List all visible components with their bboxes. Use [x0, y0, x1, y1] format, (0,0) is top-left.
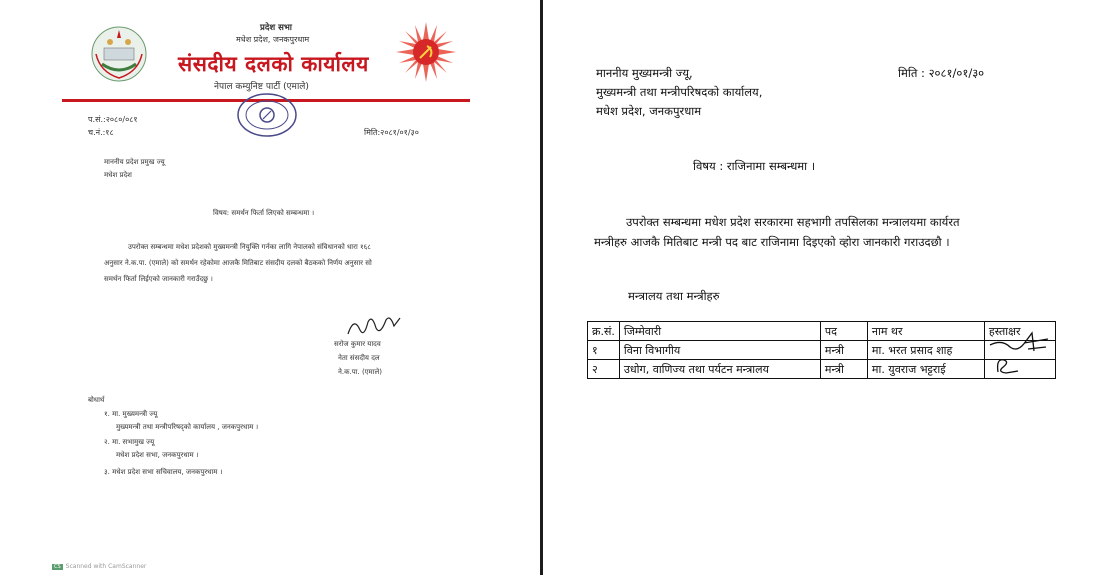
table-cell: मा. भरत प्रसाद शाह	[867, 341, 984, 360]
cc-item: २. मा. सभामुख ज्यू	[104, 438, 155, 446]
signatory-party: ने.क.पा. (एमाले)	[338, 368, 383, 376]
table-row	[588, 360, 1056, 379]
column-header: हस्ताक्षर	[984, 322, 1055, 341]
letterhead-address: मधेश प्रदेश, जनकपुरधाम	[236, 35, 310, 44]
letter-date: मिति:२०८१/०१/३०	[364, 128, 419, 137]
table-title: मन्त्रालय तथा मन्त्रीहरु	[628, 289, 720, 303]
party-sun-logo-icon	[396, 22, 456, 82]
column-header: जिम्मेवारी	[619, 322, 820, 341]
body-line: अनुसार ने.क.पा. (एमाले) को समर्थन रहेकोमा आजकै मितिबाट संसदीय दलको बैठकको निर्णय अनुसार सो	[104, 259, 372, 267]
cc-item-detail: मधेश प्रदेश सभा, जनकपुरधाम ।	[116, 451, 199, 459]
office-stamp-icon	[236, 92, 298, 138]
subject-line: विषय : राजिनामा सम्बन्धमा ।	[693, 159, 816, 173]
reference-number: प.सं.:२०८०/०८१	[88, 115, 138, 124]
cc-item: ३. मधेश प्रदेश सभा सचिवालय, जनकपुरधाम ।	[104, 468, 223, 476]
letter-date: मिति : २०८१/०१/३०	[898, 66, 985, 80]
letterhead-office-title: संसदीय दलको कार्यालय	[178, 52, 369, 76]
table-header-row	[588, 322, 1056, 341]
column-header: क्र.सं.	[588, 322, 620, 341]
table-cell: मा. युवराज भट्टराई	[867, 360, 984, 379]
left-letter-page	[0, 0, 540, 575]
scanner-watermark	[52, 563, 146, 570]
table-cell: विना विभागीय	[619, 341, 820, 360]
dispatch-number: च.नं.:१८	[88, 128, 114, 137]
addressee-line: मधेश प्रदेश	[104, 171, 132, 179]
signatory-name: सरोज कुमार यादव	[334, 340, 381, 348]
table-cell: मन्त्री	[820, 360, 867, 379]
body-line: उपरोक्त सम्बन्धमा मधेश प्रदेशको मुख्यमन्त्री नियुक्ति गर्नका लागि नेपालको संविधानको धारा १६८	[128, 243, 371, 251]
ministers-table	[587, 321, 1056, 379]
table-cell: मन्त्री	[820, 341, 867, 360]
signature-icon	[988, 329, 1050, 355]
cc-title: बोधार्थ	[88, 396, 105, 404]
addressee-line: माननीय मुख्यमन्त्री ज्यू,	[596, 66, 693, 80]
signature-icon	[992, 354, 1022, 376]
body-line: मन्त्रीहरु आजकै मितिबाट मन्त्री पद बाट राजिनामा दिइएको व्होरा जानकारी गराउदछौ ।	[594, 235, 950, 249]
signature-icon	[344, 312, 404, 340]
column-header: पद	[820, 322, 867, 341]
table-cell: २	[588, 360, 620, 379]
table-cell: १	[588, 341, 620, 360]
addressee-line: मुख्यमन्त्री तथा मन्त्रीपरिषदको कार्यालय,	[596, 85, 763, 99]
addressee-line: मधेश प्रदेश, जनकपुरधाम	[596, 104, 702, 118]
body-line: समर्थन फिर्ता लिईएको जानकारी गराउँदछु ।	[104, 275, 213, 283]
cc-item: १. मा. मुख्यमन्त्री ज्यू	[104, 410, 158, 418]
camscanner-icon: CS	[54, 563, 61, 570]
table-cell: उधोग, वाणिज्य तथा पर्यटन मन्त्रालय	[619, 360, 820, 379]
scanner-watermark-text: Scanned with CamScanner	[65, 563, 147, 570]
column-header: नाम थर	[867, 322, 984, 341]
letterhead-party: नेपाल कम्युनिष्ट पार्टी (एमाले)	[214, 82, 309, 92]
letterhead-assembly: प्रदेश सभा	[260, 23, 293, 33]
nepal-emblem-icon	[88, 24, 150, 82]
body-line: उपरोक्त सम्बन्धमा मधेश प्रदेश सरकारमा सहभागी तपसिलका मन्त्रालयमा कार्यरत	[626, 215, 960, 229]
subject-line: विषय: समर्थन फिर्ता लिएको सम्बन्धमा ।	[213, 209, 315, 217]
addressee-line: माननीय प्रदेश प्रमुख ज्यू	[104, 158, 165, 166]
signatory-title: नेता संसदीय दल	[338, 354, 380, 362]
table-row	[588, 341, 1056, 360]
cc-item-detail: मुख्यमन्त्री तथा मन्त्रीपरिषद्को कार्यालय , जनकपुरधाम ।	[116, 423, 259, 431]
